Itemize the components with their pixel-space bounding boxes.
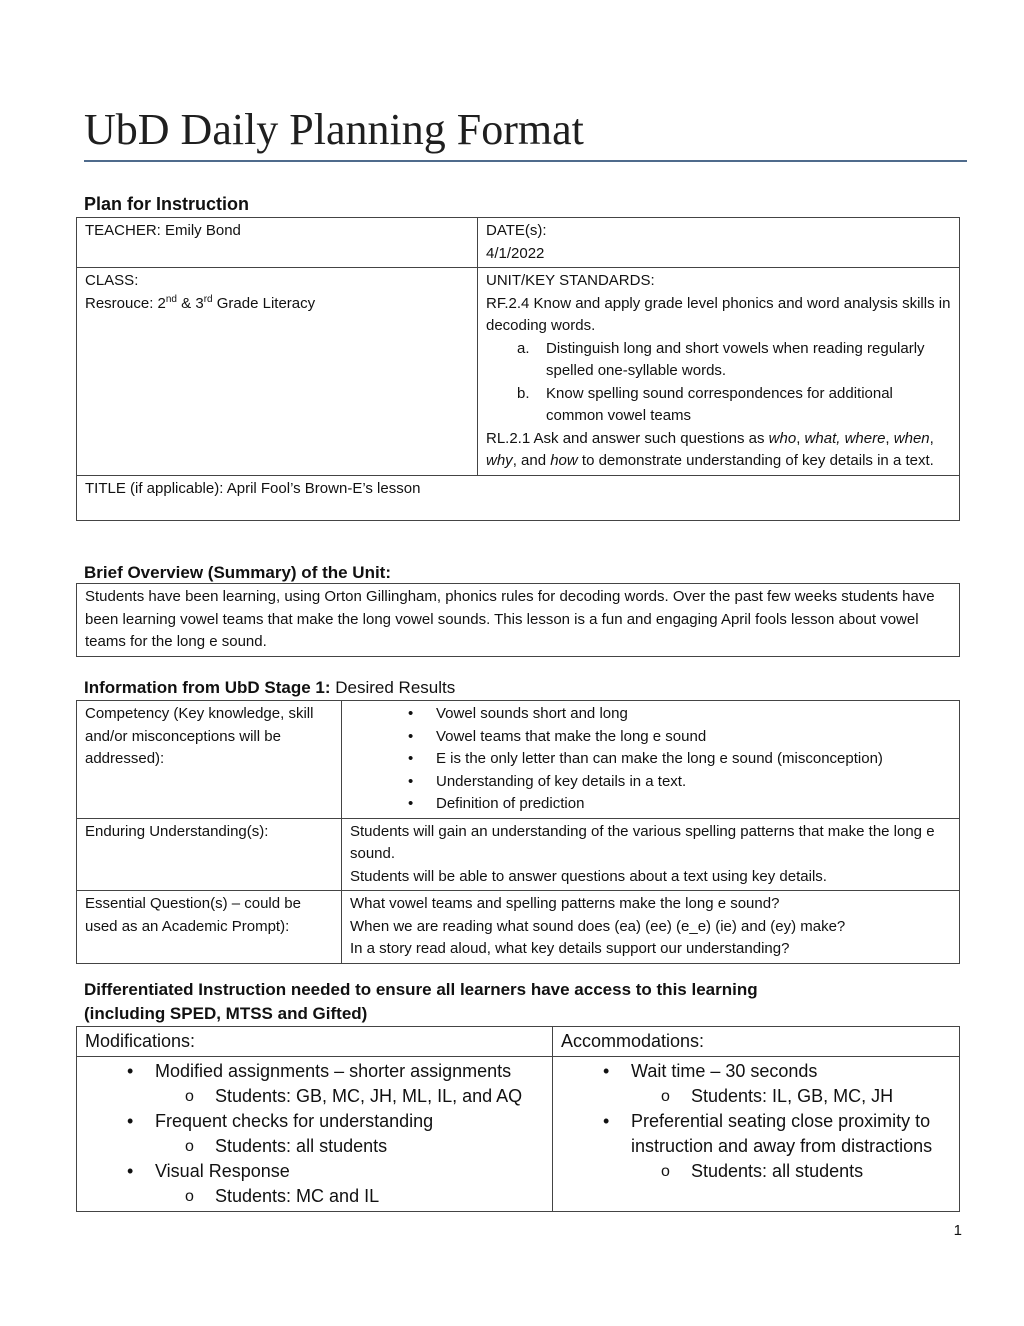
overview-text: Students have been learning, using Orton Gillingham, phonics rules for decoding words. Over the past few weeks students have been learning vowel teams that make the long vowel sounds. This lesson is a fun and engaging April fools lesson about vowel teams for the long e sound. <box>77 584 960 657</box>
enduring-cell: Students will gain an understanding of the various spelling patterns that make the long e sound. Students will be able to answer questions about a text using key details. <box>342 818 960 891</box>
list-item: a. Distinguish long and short vowels when reading regularly spelled one-syllable words. <box>517 339 925 379</box>
modifications-cell <box>77 1057 553 1212</box>
list-item: • Vowel teams that make the long e sound <box>350 726 951 749</box>
accommodations-cell <box>553 1057 960 1212</box>
differentiated-heading-line1: Differentiated Instruction needed to ensure all learners have access to this learning <box>84 980 758 999</box>
modifications-label: Modifications: <box>77 1027 553 1057</box>
competency-label: Competency (Key knowledge, skill and/or misconceptions will be addressed): <box>77 701 342 819</box>
differentiated-body-row <box>77 1057 960 1212</box>
enduring-row <box>77 818 960 891</box>
teacher-cell: TEACHER: Emily Bond <box>77 218 478 268</box>
stage1-table <box>76 700 960 964</box>
date-cell <box>478 218 960 268</box>
list-item: o Students: IL, GB, MC, JH <box>661 1086 894 1106</box>
list-item: o Students: all students <box>661 1161 864 1181</box>
class-cell <box>77 268 478 476</box>
plan-row-teacher <box>77 218 960 268</box>
list-item: o Students: all students <box>185 1136 388 1156</box>
list-item: • Wait time – 30 seconds <box>603 1061 818 1081</box>
page-number: 1 <box>953 1222 962 1239</box>
differentiated-header-row <box>77 1027 960 1057</box>
list-item: • E is the only letter than can make the long e sound (misconception) <box>350 748 951 771</box>
enduring-label: Enduring Understanding(s): <box>77 818 342 891</box>
list-item: • Preferential seating close proximity to instruction and away from distractions <box>603 1111 933 1156</box>
standards-cell <box>478 268 960 476</box>
document-title: UbD Daily Planning Format <box>84 105 584 154</box>
standards-label: UNIT/KEY STANDARDS: <box>486 272 655 289</box>
list-item: • Definition of prediction <box>350 793 951 816</box>
class-label: CLASS: <box>85 272 139 289</box>
overview-heading: Brief Overview (Summary) of the Unit: <box>84 563 392 582</box>
essential-label: Essential Question(s) – could be used as an Academic Prompt): <box>77 891 342 964</box>
essential-row <box>77 891 960 964</box>
rf-sub-list <box>486 338 951 428</box>
plan-table <box>76 217 960 521</box>
accommodations-list <box>561 1059 951 1184</box>
differentiated-heading-line2: (including SPED, MTSS and Gifted) <box>84 1004 368 1023</box>
list-item: • Frequent checks for understanding <box>127 1111 434 1131</box>
list-item: • Vowel sounds short and long <box>350 703 951 726</box>
differentiated-table <box>76 1026 960 1212</box>
plan-row-title <box>77 475 960 520</box>
competency-list <box>350 703 951 816</box>
accommodations-label: Accommodations: <box>553 1027 960 1057</box>
date-value: 4/1/2022 <box>486 244 545 262</box>
essential-cell: What vowel teams and spelling patterns make the long e sound? When we are reading what sound does (ea) (ee) (e_e) (ie) and (ey) make? In a story read aloud, what key details support our understanding? <box>342 891 960 964</box>
stage1-heading: Information from UbD Stage 1: Desired Results <box>84 678 456 697</box>
plan-row-class <box>77 268 960 476</box>
class-value: Resrouce: 2nd & 3rd Grade Literacy <box>85 293 316 312</box>
list-item: • Understanding of key details in a text. <box>350 771 951 794</box>
date-label: DATE(s): <box>486 222 547 239</box>
list-item: b. Know spelling sound correspondences for additional common vowel teams <box>517 384 893 424</box>
competency-cell <box>342 701 960 819</box>
overview-table <box>76 583 960 657</box>
plan-heading: Plan for Instruction <box>84 194 250 214</box>
rl-standard: RL.2.1 Ask and answer such questions as who, what, where, when, why, and how to demonstrate understanding of key details in a text. <box>486 429 934 469</box>
title-cell: TITLE (if applicable): April Fool’s Brown-E’s lesson <box>77 475 960 520</box>
list-item: • Modified assignments – shorter assignments <box>127 1061 512 1081</box>
competency-row <box>77 701 960 819</box>
list-item: • Visual Response <box>127 1161 290 1181</box>
list-item: o Students: MC and IL <box>185 1186 380 1206</box>
title-underline <box>84 160 967 162</box>
rf-standard: RF.2.4 Know and apply grade level phonics and word analysis skills in decoding words. <box>486 294 951 334</box>
modifications-list <box>85 1059 544 1209</box>
list-item: o Students: GB, MC, JH, ML, IL, and AQ <box>185 1086 523 1106</box>
